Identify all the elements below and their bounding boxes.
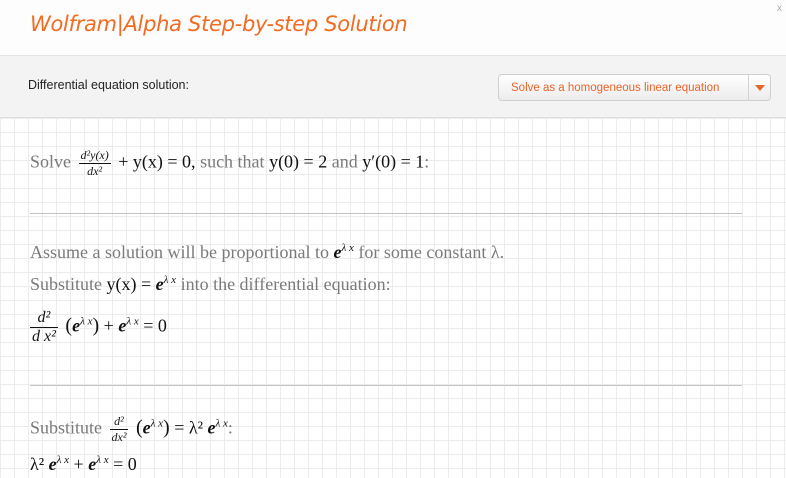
fraction-numerator: d² [30,309,58,328]
fraction-numerator: d² [110,414,129,430]
dropdown-arrow-box[interactable] [748,75,770,100]
step-substitute-1 [30,274,391,295]
exp-base: e [88,454,97,474]
wolfram-alpha-logo: Wolfram|Alpha Step-by-step Solution [30,12,408,36]
solution-header [0,56,786,118]
lambda-squared: λ² [30,454,49,474]
exp-power: λ x [341,242,354,254]
such-that-text: such that [200,151,265,172]
initial-condition-2: y′(0) = 1 [362,151,425,172]
equation-tail: + y(x) = 0, [118,151,196,172]
fraction-numerator: d²y(x) [80,148,109,162]
assume-suffix: for some constant λ. [358,242,505,262]
assume-prefix: Assume a solution will be proportional to [30,242,329,262]
fraction-denominator: dx² [111,430,127,444]
exp-power: λ x [96,454,109,466]
second-derivative-fraction [79,148,111,179]
close-icon[interactable]: x [777,3,782,14]
exp-power: λ x [56,454,70,466]
exp-base: e [142,417,151,438]
plus-sign: + [103,315,114,336]
substitute-lhs: y(x) = [106,274,152,294]
step-intro-prefix: Solve [30,151,72,172]
solution-type-label: Differential equation solution: [28,78,189,92]
equation-rhs: = 0 [113,454,137,474]
equation-2 [30,454,137,475]
exp-power: λ x [215,417,228,430]
exp-base: e [333,242,342,262]
colon: : [424,151,430,172]
step-substitute-2 [30,414,233,445]
derivative-operator-fraction [30,309,58,346]
step-assume [30,242,504,263]
step-intro [30,148,429,179]
substitute-prefix: Substitute [30,417,103,438]
equation-rhs: = 0 [143,315,167,336]
exp-base: e [48,454,57,474]
exp-base: e [118,315,127,336]
solution-method-selected: Solve as a homogeneous linear equation [511,82,720,94]
exp-base: e [72,315,81,336]
derivative-operator-fraction [110,414,129,445]
equals-lambda-squared: = λ² [174,417,208,438]
solution-method-dropdown[interactable] [498,74,771,101]
step-divider [30,385,742,386]
exp-power: λ x [80,315,93,328]
paren-close: ) [92,314,100,337]
exp-power: λ x [163,274,177,286]
substitute-suffix: into the differential equation: [180,274,391,294]
substitute-prefix: Substitute [30,274,103,294]
exp-base: e [155,274,164,294]
exp-power: λ x [150,417,164,430]
paren-open: ( [65,314,73,337]
colon: : [227,417,233,438]
exp-base: e [207,417,216,438]
paren-close: ) [163,416,170,439]
steps-panel [0,118,786,478]
exp-power: λ x [126,315,139,328]
step-divider [30,213,742,214]
fraction-denominator: dx² [87,164,103,178]
initial-condition-1: y(0) = 2 [269,151,328,172]
fraction-denominator: d x² [32,328,56,345]
chevron-down-icon [755,85,765,91]
and-text: and [331,151,358,172]
equation-1 [30,309,167,346]
paren-open: ( [135,416,143,439]
plus-sign: + [73,454,84,474]
title-bar [0,0,786,56]
